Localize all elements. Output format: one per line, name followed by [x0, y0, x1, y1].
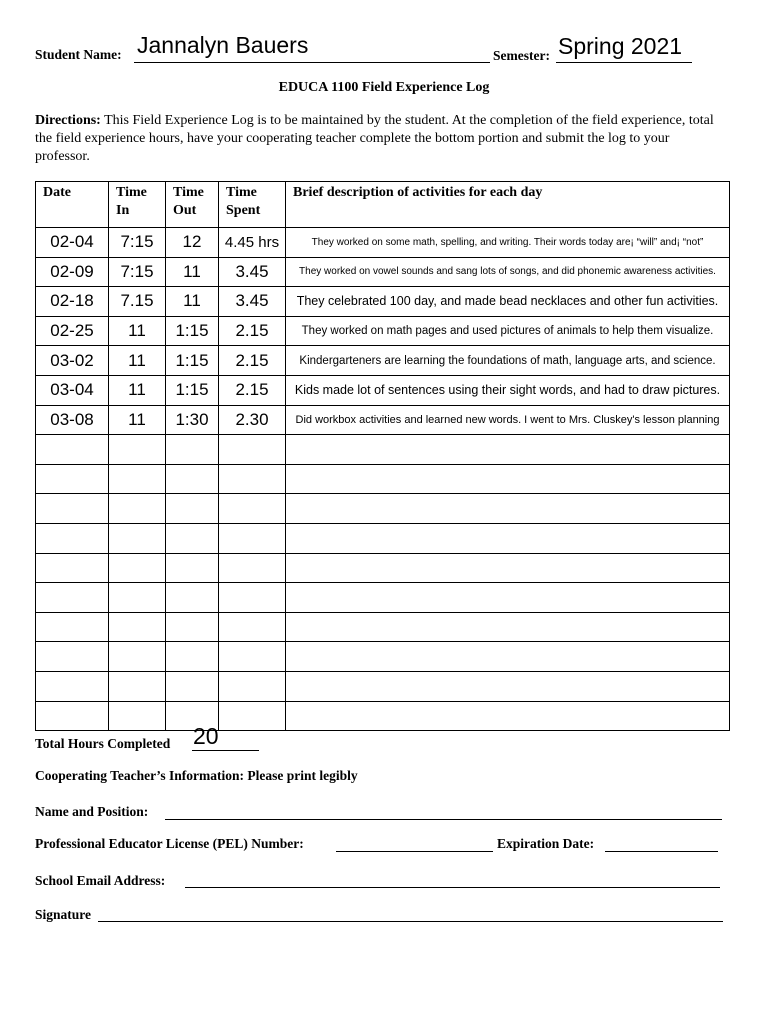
cell-description[interactable]: They worked on math pages and used pictures of animals to help them visualize. — [286, 316, 730, 346]
empty-cell[interactable] — [286, 553, 730, 583]
empty-cell[interactable] — [109, 642, 166, 672]
cell-time-spent[interactable]: 2.15 — [219, 346, 286, 376]
empty-cell[interactable] — [166, 612, 219, 642]
empty-cell[interactable] — [166, 464, 219, 494]
cell-description[interactable]: They worked on vowel sounds and sang lots of songs, and did phonemic awareness activities. — [286, 257, 730, 287]
table-row — [36, 316, 730, 346]
empty-cell[interactable] — [166, 494, 219, 524]
empty-cell[interactable] — [286, 642, 730, 672]
signature-label: Signature — [35, 907, 92, 922]
directions-paragraph — [35, 112, 715, 166]
cell-time-spent[interactable]: 2.15 — [219, 375, 286, 405]
table-row — [36, 228, 730, 258]
cell-description[interactable]: Kids made lot of sentences using their sight words, and had to draw pictures. — [286, 375, 730, 405]
header-date: Date — [36, 182, 109, 228]
cell-time-out[interactable]: 11 — [166, 257, 219, 287]
cell-time-spent[interactable]: 3.45 — [219, 257, 286, 287]
empty-row — [36, 583, 730, 613]
empty-cell[interactable] — [286, 494, 730, 524]
empty-cell[interactable] — [36, 523, 109, 553]
cell-description[interactable]: Did workbox activities and learned new words. I went to Mrs. Cluskey's lesson planning — [286, 405, 730, 435]
expiration-label: Expiration Date: — [497, 836, 595, 851]
table-row — [36, 287, 730, 317]
cell-time-out[interactable]: 1:30 — [166, 405, 219, 435]
empty-row — [36, 612, 730, 642]
empty-cell[interactable] — [109, 464, 166, 494]
empty-cell[interactable] — [36, 435, 109, 465]
email-field[interactable] — [185, 887, 720, 888]
empty-cell[interactable] — [286, 435, 730, 465]
empty-row — [36, 523, 730, 553]
cell-time-spent[interactable]: 2.15 — [219, 316, 286, 346]
empty-cell[interactable] — [166, 583, 219, 613]
cell-time-spent[interactable]: 2.30 — [219, 405, 286, 435]
cell-time-in[interactable]: 7:15 — [109, 257, 166, 287]
cell-description[interactable]: They celebrated 100 day, and made bead necklaces and other fun activities. — [286, 287, 730, 317]
cell-time-in[interactable]: 11 — [109, 316, 166, 346]
cell-time-out[interactable]: 11 — [166, 287, 219, 317]
table-row — [36, 346, 730, 376]
empty-cell[interactable] — [36, 642, 109, 672]
pel-label: Professional Educator License (PEL) Number: — [35, 836, 304, 851]
table-row — [36, 375, 730, 405]
empty-cell[interactable] — [219, 612, 286, 642]
empty-row — [36, 464, 730, 494]
cell-time-in[interactable]: 11 — [109, 375, 166, 405]
empty-cell[interactable] — [109, 435, 166, 465]
empty-cell[interactable] — [219, 642, 286, 672]
header-time-spent: Time Spent — [219, 182, 286, 228]
empty-cell[interactable] — [109, 612, 166, 642]
empty-cell[interactable] — [219, 701, 286, 731]
empty-cell[interactable] — [109, 494, 166, 524]
empty-row — [36, 553, 730, 583]
cell-time-in[interactable]: 7:15 — [109, 228, 166, 258]
empty-cell[interactable] — [36, 612, 109, 642]
header-time-out: Time Out — [166, 182, 219, 228]
empty-cell[interactable] — [286, 612, 730, 642]
empty-cell[interactable] — [109, 553, 166, 583]
field-experience-table — [35, 181, 730, 731]
empty-cell[interactable] — [166, 523, 219, 553]
expiration-date-field[interactable] — [605, 851, 718, 852]
total-hours-line — [192, 750, 259, 751]
directions-text: This Field Experience Log is to be maintained by the student. At the completion of the field experience, total the field experience hours, have your cooperating teacher complete the bottom portion and submit the log to your professor. — [35, 113, 714, 164]
empty-cell[interactable] — [286, 583, 730, 613]
cell-date[interactable]: 02-04 — [36, 228, 109, 258]
empty-cell[interactable] — [219, 523, 286, 553]
empty-row — [36, 701, 730, 731]
total-hours-label: Total Hours Completed — [35, 736, 171, 751]
empty-cell[interactable] — [286, 701, 730, 731]
semester-label: Semester: — [493, 48, 550, 63]
pel-number-field[interactable] — [336, 851, 493, 852]
cell-time-in[interactable]: 11 — [109, 346, 166, 376]
empty-cell[interactable] — [286, 464, 730, 494]
cell-description[interactable]: They worked on some math, spelling, and writing. Their words today are¡ “will” and¡ “not” — [286, 228, 730, 258]
cell-time-spent[interactable]: 3.45 — [219, 287, 286, 317]
empty-row — [36, 435, 730, 465]
empty-cell[interactable] — [219, 553, 286, 583]
empty-cell[interactable] — [219, 464, 286, 494]
cell-time-in[interactable]: 7.15 — [109, 287, 166, 317]
cell-time-out[interactable]: 1:15 — [166, 375, 219, 405]
cell-description[interactable]: Kindergarteners are learning the foundations of math, language arts, and science. — [286, 346, 730, 376]
name-position-label: Name and Position: — [35, 804, 149, 819]
cell-time-out[interactable]: 1:15 — [166, 346, 219, 376]
empty-cell[interactable] — [36, 701, 109, 731]
cell-time-spent[interactable]: 4.45 hrs — [219, 228, 286, 258]
empty-cell[interactable] — [109, 583, 166, 613]
cell-date[interactable]: 02-25 — [36, 316, 109, 346]
cell-date[interactable]: 03-02 — [36, 346, 109, 376]
teacher-info-label: Cooperating Teacher’s Information: Please print legibly — [35, 768, 358, 783]
empty-cell[interactable] — [36, 464, 109, 494]
empty-cell[interactable] — [36, 583, 109, 613]
empty-cell[interactable] — [109, 701, 166, 731]
header-description: Brief description of activities for each day — [286, 182, 730, 228]
table-row — [36, 257, 730, 287]
empty-cell[interactable] — [109, 671, 166, 701]
email-label: School Email Address: — [35, 873, 166, 888]
cell-time-out[interactable]: 12 — [166, 228, 219, 258]
empty-cell[interactable] — [109, 523, 166, 553]
empty-cell[interactable] — [166, 435, 219, 465]
empty-cell[interactable] — [219, 435, 286, 465]
empty-cell[interactable] — [219, 583, 286, 613]
empty-row — [36, 494, 730, 524]
semester-line — [556, 62, 692, 63]
header-time-in: Time In — [109, 182, 166, 228]
student-name-value[interactable]: Jannalyn Bauers — [137, 32, 309, 58]
empty-cell[interactable] — [166, 553, 219, 583]
empty-cell[interactable] — [36, 671, 109, 701]
form-title: EDUCA 1100 Field Experience Log — [278, 80, 490, 95]
student-name-label: Student Name: — [35, 47, 122, 62]
semester-value[interactable]: Spring 2021 — [558, 33, 683, 59]
directions-label: Directions: — [35, 113, 101, 128]
empty-cell[interactable] — [286, 671, 730, 701]
empty-cell[interactable] — [166, 671, 219, 701]
name-position-field[interactable] — [165, 819, 722, 820]
empty-cell[interactable] — [286, 523, 730, 553]
empty-cell[interactable] — [36, 494, 109, 524]
cell-date[interactable]: 03-04 — [36, 375, 109, 405]
empty-row — [36, 642, 730, 672]
table-row — [36, 405, 730, 435]
cell-date[interactable]: 02-18 — [36, 287, 109, 317]
empty-cell[interactable] — [166, 642, 219, 672]
cell-time-in[interactable]: 11 — [109, 405, 166, 435]
table-header-row — [36, 182, 730, 228]
empty-cell[interactable] — [219, 671, 286, 701]
cell-date[interactable]: 02-09 — [36, 257, 109, 287]
total-hours-value[interactable]: 20 — [193, 723, 219, 749]
empty-row — [36, 671, 730, 701]
student-name-line — [134, 62, 490, 63]
empty-cell[interactable] — [219, 494, 286, 524]
cell-date[interactable]: 03-08 — [36, 405, 109, 435]
signature-field[interactable] — [98, 921, 723, 922]
cell-time-out[interactable]: 1:15 — [166, 316, 219, 346]
empty-cell[interactable] — [36, 553, 109, 583]
